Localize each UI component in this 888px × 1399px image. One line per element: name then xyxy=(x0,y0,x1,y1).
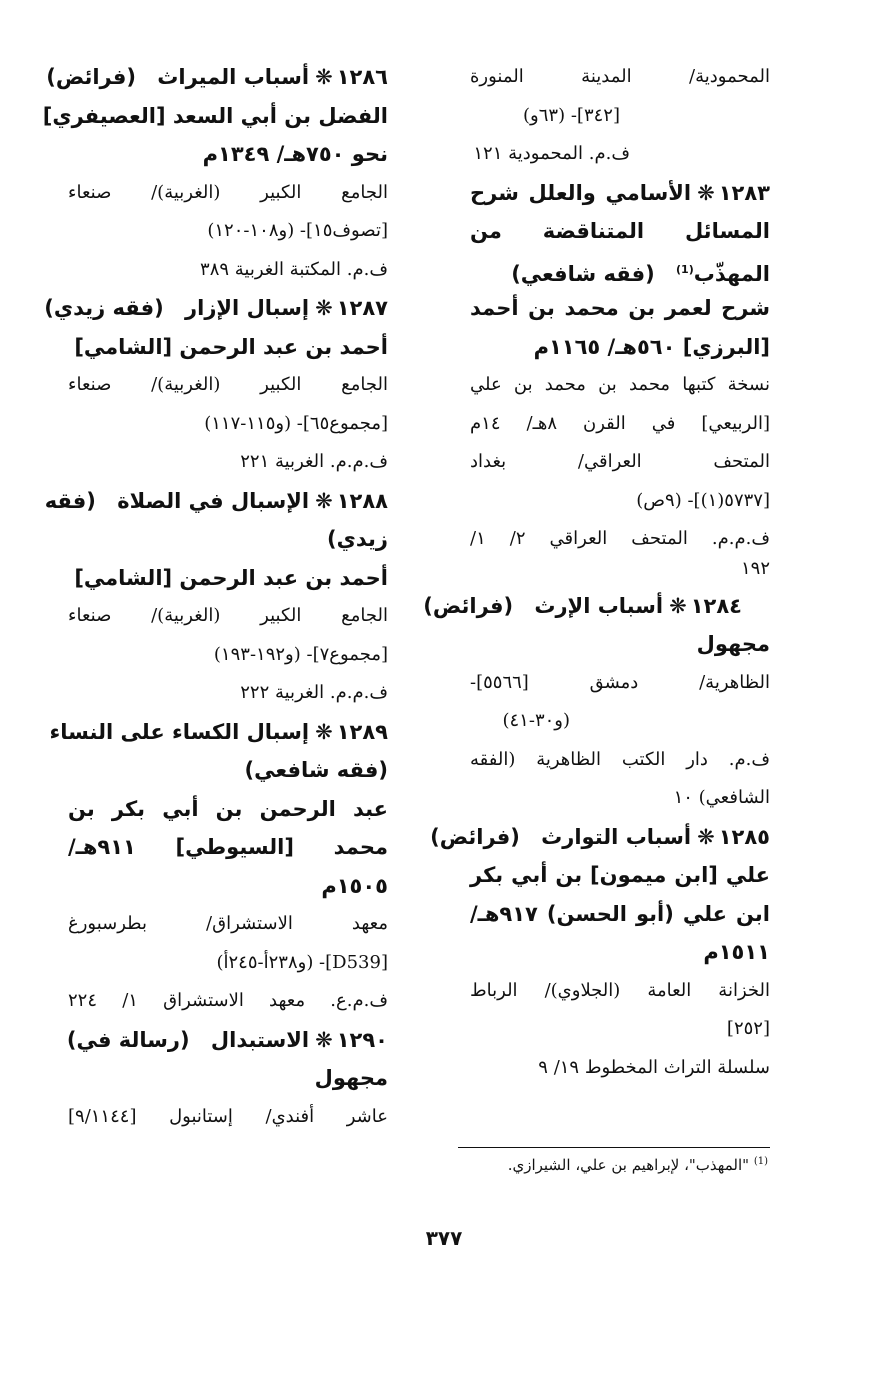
entry-title: الاستبدال xyxy=(210,1027,310,1052)
detail-line: سلسلة التراث المخطوط ١٩/ ٩ xyxy=(538,1056,770,1078)
author-line: ١٥١١م xyxy=(703,940,770,964)
detail-line: [D539]- (و٢٣٨أ-٢٤٥أ) xyxy=(216,951,388,973)
entry-title: الأسامي والعلل شرح xyxy=(470,180,692,205)
author-line: ١٥٠٥م xyxy=(321,873,388,898)
footnote-marker: (1) xyxy=(676,262,694,276)
entry-number: ١٢٨٧ xyxy=(336,296,388,320)
entry-number: ١٢٨٦ xyxy=(336,65,388,89)
asterisk-icon: ❋ xyxy=(315,1027,333,1052)
detail-line: الظاهرية/ دمشق [٥٥٦٦]- xyxy=(470,671,770,693)
detail-line: [مجموع٧]- (و١٩٢-١٩٣) xyxy=(213,643,388,665)
entry-title-line: المسائل المتناقضة من xyxy=(470,219,770,243)
entry-heading xyxy=(470,174,770,213)
page-number: ٣٧٧ xyxy=(425,1226,463,1250)
left-column xyxy=(42,58,388,1136)
detail-line: الجامع الكبير (الغربية)/ صنعاء xyxy=(68,605,388,626)
entry-1285 xyxy=(430,818,770,1088)
entry-category: (فرائض) xyxy=(430,824,520,849)
entry-title: أسباب الميراث xyxy=(157,65,310,89)
author-line: شرح لعمر بن محمد بن أحمد xyxy=(470,296,770,320)
detail-line: المتحف العراقي/ بغداد xyxy=(470,451,770,472)
entry-number: ١٢٨٤ xyxy=(690,593,742,618)
entry-number: ١٢٨٣ xyxy=(718,180,770,205)
entry-category-line: زيدي) xyxy=(327,527,388,551)
detail-line: ف.م. المكتبة الغربية ٣٨٩ xyxy=(200,258,388,280)
entry-number: ١٢٨٨ xyxy=(336,488,388,513)
author-line: محمد [السيوطي] ٩١١هـ/ xyxy=(68,835,388,859)
asterisk-icon: ❋ xyxy=(315,488,333,513)
author-line: عبد الرحمن بن أبي بكر بن xyxy=(68,796,388,821)
entry-1288 xyxy=(44,482,388,713)
entry-number: ١٢٨٥ xyxy=(718,824,770,849)
author-line: مجهول xyxy=(696,632,770,656)
entry-title: أسباب التوارث xyxy=(541,824,692,849)
detail-line: ف.م.م. المتحف العراقي ٢/ ١/ xyxy=(470,528,770,549)
footnote-marker: (1) xyxy=(753,1156,768,1167)
entry-number: ١٢٨٩ xyxy=(336,719,388,744)
detail-line: ١٩٢ xyxy=(740,557,770,579)
entry-title-line xyxy=(470,251,770,290)
entry-1283 xyxy=(470,174,770,587)
detail-line: الشافعي) ١٠ xyxy=(673,787,770,808)
detail-line: (و٣٠-٤١) xyxy=(502,710,570,731)
entry-heading xyxy=(430,818,770,857)
entry-heading xyxy=(423,587,770,626)
detail-line: ف.م.ع. معهد الاستشراق ١/ ٢٢٤ xyxy=(68,990,388,1011)
entry-heading xyxy=(49,713,388,752)
detail-line: ف.م. دار الكتب الظاهرية (الفقه xyxy=(470,748,770,770)
entry-continuation xyxy=(470,58,770,174)
entry-title: أسباب الإرث xyxy=(534,593,664,618)
detail-line: الجامع الكبير (الغربية)/ صنعاء xyxy=(68,181,388,203)
detail-line: [٥٧٣٧(١)]- (٩ص) xyxy=(636,489,770,511)
author-line: أحمد بن عبد الرحمن [الشامي] xyxy=(74,334,388,359)
entry-category: (رسالة في) xyxy=(66,1027,190,1052)
detail-line: نسخة كتبها محمد بن محمد بن علي xyxy=(470,374,770,395)
detail-line: [تصوف١٥]- (و١٠٨-١٢٠) xyxy=(207,220,388,241)
entry-category-line: (فقه شافعي) xyxy=(244,758,388,782)
entry-heading xyxy=(44,482,388,521)
author-line: الفضل بن أبي السعد [العصيفري] xyxy=(42,103,388,128)
detail-line: [٢٥٢] xyxy=(726,1018,770,1039)
detail-line: [٣٤٢]- (٦٣و) xyxy=(523,104,620,126)
entry-heading xyxy=(44,289,388,328)
entry-category: (فقه xyxy=(44,488,96,513)
detail-line: [مجموع٦٥]- (و١١٥-١١٧) xyxy=(204,412,388,434)
asterisk-icon: ❋ xyxy=(315,719,333,744)
asterisk-icon: ❋ xyxy=(315,65,333,89)
detail-line: ف.م.م. الغربية ٢٢١ xyxy=(240,451,388,472)
asterisk-icon: ❋ xyxy=(697,180,715,205)
author-line: [البرزي] ٥٦٠هـ/ ١١٦٥م xyxy=(533,334,770,359)
footnote-text: "المهذب"، لإبراهيم بن علي، الشيرازي. xyxy=(507,1156,750,1174)
entry-1289 xyxy=(49,713,388,1021)
entry-1284 xyxy=(423,587,770,818)
entry-heading xyxy=(68,1021,388,1060)
author-line: علي [ابن ميمون] بن أبي بكر xyxy=(470,863,770,887)
detail-line: ف.م.م. الغربية ٢٢٢ xyxy=(240,682,388,703)
footnote xyxy=(368,1156,768,1174)
author-line: أحمد بن عبد الرحمن [الشامي] xyxy=(74,565,388,590)
detail-line: عاشر أفندي/ إستانبول [٩/١١٤٤] xyxy=(68,1105,388,1127)
entry-number: ١٢٩٠ xyxy=(336,1027,388,1052)
detail-line: معهد الاستشراق/ بطرسبورغ xyxy=(68,913,388,934)
entry-title: إسبال الإزار xyxy=(185,296,310,320)
author-line: نحو ٧٥٠هـ/ ١٣٤٩م xyxy=(202,142,388,166)
entry-1286 xyxy=(42,58,388,289)
author-line: ابن علي (أبو الحسن) ٩١٧هـ/ xyxy=(470,901,770,926)
entry-category: (فقه زيدي) xyxy=(44,296,164,320)
entry-title: المهذّب xyxy=(693,261,770,286)
entry-category: (فقه شافعي) xyxy=(511,261,655,286)
right-column xyxy=(423,58,770,1087)
entry-category: (فرائض) xyxy=(423,593,514,618)
author-line: مجهول xyxy=(314,1066,388,1090)
detail-line: الجامع الكبير (الغربية)/ صنعاء xyxy=(68,374,388,395)
detail-line: الخزانة العامة (الجلاوي)/ الرباط xyxy=(470,979,770,1001)
footnote-divider xyxy=(458,1147,770,1148)
entry-title: الإسبال في الصلاة xyxy=(117,488,310,513)
entry-heading xyxy=(46,58,388,97)
entry-1290 xyxy=(68,1021,388,1137)
entry-1287 xyxy=(44,289,388,482)
detail-line: [الربيعي] في القرن ٨هـ/ ١٤م xyxy=(470,412,770,434)
entry-category: (فرائض) xyxy=(46,65,136,89)
entry-title: إسبال الكساء على النساء xyxy=(49,719,310,744)
detail-line: ف.م. المحمودية ١٢١ xyxy=(473,143,630,164)
asterisk-icon: ❋ xyxy=(315,296,333,320)
asterisk-icon: ❋ xyxy=(697,824,715,849)
asterisk-icon: ❋ xyxy=(669,593,687,618)
detail-line: المحمودية/ المدينة المنورة xyxy=(470,66,770,87)
